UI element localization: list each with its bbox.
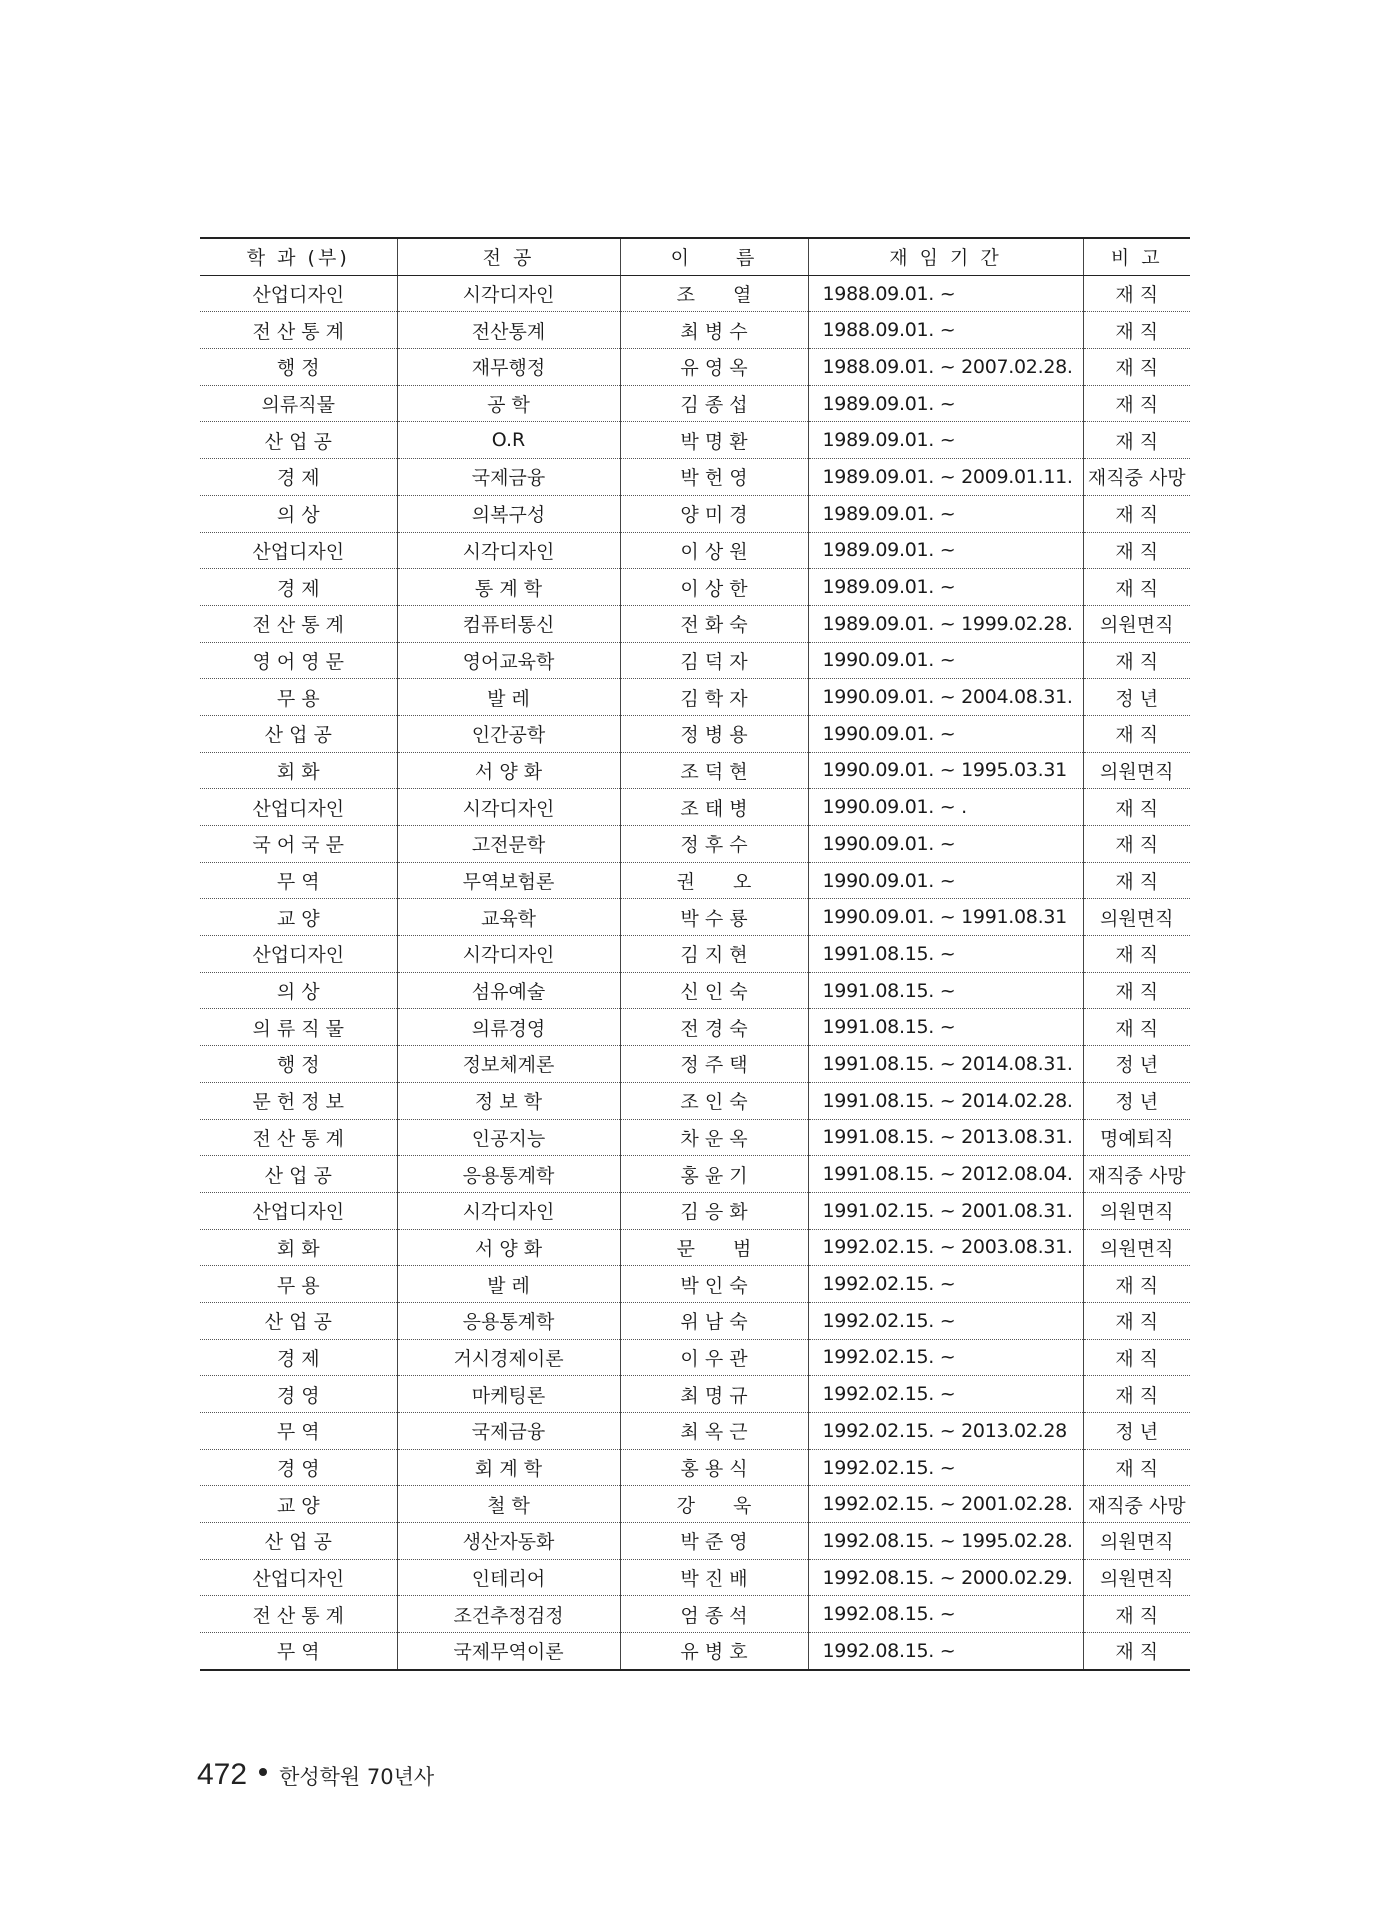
cell-major: 재무행정	[397, 349, 620, 386]
cell-department: 경 제	[200, 1339, 397, 1376]
cell-department: 무 역	[200, 1413, 397, 1450]
cell-note: 재 직	[1083, 972, 1190, 1009]
cell-major: 서 양 화	[397, 1229, 620, 1266]
cell-term: 1992.02.15. ~ 2003.08.31.	[808, 1229, 1083, 1266]
cell-major: 정 보 학	[397, 1082, 620, 1119]
cell-term: 1989.09.01. ~	[808, 569, 1083, 606]
cell-major: 정보체계론	[397, 1046, 620, 1083]
cell-term: 1992.02.15. ~	[808, 1376, 1083, 1413]
table-row	[200, 1413, 1190, 1450]
cell-note: 재 직	[1083, 1633, 1190, 1670]
cell-major: 통 계 학	[397, 569, 620, 606]
cell-major: 응용통계학	[397, 1302, 620, 1339]
table-row	[200, 1596, 1190, 1633]
cell-name: 조 태 병	[620, 789, 808, 826]
cell-note: 재 직	[1083, 826, 1190, 863]
cell-term: 1990.09.01. ~	[808, 715, 1083, 752]
header-name: 이 름	[620, 238, 808, 275]
book-title: 한성학원 70년사	[279, 1765, 435, 1789]
cell-name: 박 헌 영	[620, 459, 808, 496]
table-row	[200, 422, 1190, 459]
cell-department: 경 영	[200, 1449, 397, 1486]
table-row	[200, 495, 1190, 532]
cell-term: 1991.08.15. ~	[808, 936, 1083, 973]
cell-department: 산업디자인	[200, 1192, 397, 1229]
table-row	[200, 1266, 1190, 1303]
cell-major: 시각디자인	[397, 1192, 620, 1229]
cell-name: 양 미 경	[620, 495, 808, 532]
table-row	[200, 1523, 1190, 1560]
table-row	[200, 862, 1190, 899]
cell-note: 재 직	[1083, 1376, 1190, 1413]
cell-note: 의원면직	[1083, 752, 1190, 789]
cell-note: 재 직	[1083, 789, 1190, 826]
cell-note: 의원면직	[1083, 605, 1190, 642]
cell-note: 재 직	[1083, 1339, 1190, 1376]
cell-major: 의류경영	[397, 1009, 620, 1046]
table-header	[200, 238, 1190, 275]
cell-department: 전 산 통 계	[200, 1596, 397, 1633]
cell-name: 차 운 옥	[620, 1119, 808, 1156]
table-row	[200, 1156, 1190, 1193]
cell-major: 인간공학	[397, 715, 620, 752]
cell-department: 회 화	[200, 752, 397, 789]
cell-major: 시각디자인	[397, 789, 620, 826]
header-term: 재 임 기 간	[808, 238, 1083, 275]
cell-note: 재 직	[1083, 715, 1190, 752]
cell-major: 교육학	[397, 899, 620, 936]
cell-note: 명예퇴직	[1083, 1119, 1190, 1156]
table-row	[200, 569, 1190, 606]
cell-name: 유 병 호	[620, 1633, 808, 1670]
table-body	[200, 275, 1190, 1670]
table-row	[200, 1339, 1190, 1376]
cell-term: 1992.08.15. ~	[808, 1596, 1083, 1633]
cell-note: 의원면직	[1083, 1229, 1190, 1266]
table-row	[200, 936, 1190, 973]
bullet-icon	[259, 1768, 267, 1776]
table-row	[200, 789, 1190, 826]
cell-major: 발 레	[397, 679, 620, 716]
cell-name: 홍 용 식	[620, 1449, 808, 1486]
table-row	[200, 1082, 1190, 1119]
header-note: 비 고	[1083, 238, 1190, 275]
cell-name: 조 인 숙	[620, 1082, 808, 1119]
cell-term: 1990.09.01. ~ .	[808, 789, 1083, 826]
table-row	[200, 275, 1190, 312]
cell-note: 재직중 사망	[1083, 459, 1190, 496]
table-row	[200, 752, 1190, 789]
cell-department: 행 정	[200, 1046, 397, 1083]
page-number: 472	[197, 1758, 248, 1791]
table-row	[200, 1486, 1190, 1523]
cell-name: 정 병 용	[620, 715, 808, 752]
cell-term: 1990.09.01. ~	[808, 826, 1083, 863]
cell-major: 시각디자인	[397, 936, 620, 973]
cell-term: 1992.08.15. ~ 1995.02.28.	[808, 1523, 1083, 1560]
cell-name: 전 경 숙	[620, 1009, 808, 1046]
cell-name: 김 지 현	[620, 936, 808, 973]
cell-name: 김 덕 자	[620, 642, 808, 679]
table-row	[200, 642, 1190, 679]
cell-department: 경 제	[200, 569, 397, 606]
cell-name: 권 오	[620, 862, 808, 899]
cell-department: 산 업 공	[200, 1302, 397, 1339]
table-row	[200, 1229, 1190, 1266]
cell-department: 산업디자인	[200, 789, 397, 826]
table-row	[200, 1192, 1190, 1229]
cell-note: 의원면직	[1083, 1192, 1190, 1229]
cell-name: 조 열	[620, 275, 808, 312]
cell-note: 정 년	[1083, 1046, 1190, 1083]
cell-name: 신 인 숙	[620, 972, 808, 1009]
cell-term: 1992.02.15. ~ 2013.02.28	[808, 1413, 1083, 1450]
cell-term: 1992.02.15. ~	[808, 1266, 1083, 1303]
header-row	[200, 238, 1190, 275]
cell-name: 김 응 화	[620, 1192, 808, 1229]
cell-department: 산업디자인	[200, 936, 397, 973]
cell-department: 국 어 국 문	[200, 826, 397, 863]
cell-note: 재 직	[1083, 532, 1190, 569]
cell-major: 인테리어	[397, 1559, 620, 1596]
cell-name: 박 준 영	[620, 1523, 808, 1560]
cell-term: 1990.09.01. ~	[808, 642, 1083, 679]
cell-note: 재 직	[1083, 936, 1190, 973]
cell-major: 마케팅론	[397, 1376, 620, 1413]
table-row	[200, 972, 1190, 1009]
cell-note: 정 년	[1083, 679, 1190, 716]
cell-note: 재 직	[1083, 1596, 1190, 1633]
faculty-table	[200, 237, 1190, 1671]
cell-term: 1992.02.15. ~	[808, 1339, 1083, 1376]
cell-term: 1991.02.15. ~ 2001.08.31.	[808, 1192, 1083, 1229]
cell-term: 1991.08.15. ~ 2013.08.31.	[808, 1119, 1083, 1156]
header-department: 학 과 (부)	[200, 238, 397, 275]
cell-major: 회 계 학	[397, 1449, 620, 1486]
cell-department: 의 류 직 물	[200, 1009, 397, 1046]
cell-term: 1989.09.01. ~	[808, 385, 1083, 422]
cell-note: 재 직	[1083, 569, 1190, 606]
cell-note: 재직중 사망	[1083, 1156, 1190, 1193]
cell-name: 유 영 옥	[620, 349, 808, 386]
cell-department: 경 제	[200, 459, 397, 496]
cell-department: 산업디자인	[200, 532, 397, 569]
cell-major: 고전문학	[397, 826, 620, 863]
table-row	[200, 826, 1190, 863]
cell-major: O.R	[397, 422, 620, 459]
table-row	[200, 1009, 1190, 1046]
cell-department: 무 용	[200, 679, 397, 716]
cell-major: 조건추정검정	[397, 1596, 620, 1633]
cell-name: 강 욱	[620, 1486, 808, 1523]
cell-major: 컴퓨터통신	[397, 605, 620, 642]
cell-major: 국제무역이론	[397, 1633, 620, 1670]
table-row	[200, 679, 1190, 716]
cell-name: 최 옥 근	[620, 1413, 808, 1450]
cell-name: 조 덕 현	[620, 752, 808, 789]
cell-note: 재 직	[1083, 642, 1190, 679]
cell-term: 1991.08.15. ~ 2014.02.28.	[808, 1082, 1083, 1119]
cell-term: 1989.09.01. ~	[808, 422, 1083, 459]
cell-term: 1992.02.15. ~	[808, 1302, 1083, 1339]
cell-term: 1989.09.01. ~ 1999.02.28.	[808, 605, 1083, 642]
header-major: 전 공	[397, 238, 620, 275]
cell-department: 산 업 공	[200, 1523, 397, 1560]
cell-term: 1992.02.15. ~ 2001.02.28.	[808, 1486, 1083, 1523]
cell-term: 1988.09.01. ~ 2007.02.28.	[808, 349, 1083, 386]
cell-name: 최 병 수	[620, 312, 808, 349]
cell-name: 이 상 원	[620, 532, 808, 569]
cell-name: 전 화 숙	[620, 605, 808, 642]
table-row	[200, 459, 1190, 496]
table-row	[200, 1559, 1190, 1596]
cell-major: 응용통계학	[397, 1156, 620, 1193]
cell-department: 문 헌 정 보	[200, 1082, 397, 1119]
cell-department: 교 양	[200, 899, 397, 936]
cell-term: 1988.09.01. ~	[808, 275, 1083, 312]
page-footer	[197, 1758, 434, 1792]
cell-major: 국제금융	[397, 1413, 620, 1450]
cell-name: 엄 종 석	[620, 1596, 808, 1633]
cell-major: 국제금융	[397, 459, 620, 496]
cell-note: 재 직	[1083, 1266, 1190, 1303]
cell-department: 산업디자인	[200, 275, 397, 312]
cell-term: 1991.08.15. ~	[808, 1009, 1083, 1046]
cell-note: 재 직	[1083, 862, 1190, 899]
cell-department: 의 상	[200, 972, 397, 1009]
table-row	[200, 1046, 1190, 1083]
cell-note: 재 직	[1083, 275, 1190, 312]
cell-term: 1989.09.01. ~	[808, 495, 1083, 532]
cell-note: 의원면직	[1083, 1523, 1190, 1560]
cell-name: 홍 윤 기	[620, 1156, 808, 1193]
cell-major: 의복구성	[397, 495, 620, 532]
table-row	[200, 532, 1190, 569]
cell-term: 1988.09.01. ~	[808, 312, 1083, 349]
cell-note: 정 년	[1083, 1082, 1190, 1119]
cell-note: 정 년	[1083, 1413, 1190, 1450]
table-row	[200, 312, 1190, 349]
cell-term: 1989.09.01. ~	[808, 532, 1083, 569]
cell-name: 김 학 자	[620, 679, 808, 716]
cell-major: 거시경제이론	[397, 1339, 620, 1376]
cell-department: 영 어 영 문	[200, 642, 397, 679]
cell-name: 박 명 환	[620, 422, 808, 459]
cell-term: 1990.09.01. ~ 1995.03.31	[808, 752, 1083, 789]
cell-name: 최 명 규	[620, 1376, 808, 1413]
cell-note: 재 직	[1083, 495, 1190, 532]
cell-note: 재 직	[1083, 1449, 1190, 1486]
table-row	[200, 385, 1190, 422]
table-row	[200, 349, 1190, 386]
cell-major: 무역보험론	[397, 862, 620, 899]
cell-department: 전 산 통 계	[200, 1119, 397, 1156]
cell-department: 의 상	[200, 495, 397, 532]
cell-major: 철 학	[397, 1486, 620, 1523]
cell-major: 서 양 화	[397, 752, 620, 789]
cell-name: 위 남 숙	[620, 1302, 808, 1339]
cell-term: 1992.02.15. ~	[808, 1449, 1083, 1486]
table-row	[200, 899, 1190, 936]
cell-term: 1990.09.01. ~ 1991.08.31	[808, 899, 1083, 936]
cell-department: 산 업 공	[200, 422, 397, 459]
table-row	[200, 1633, 1190, 1670]
cell-department: 산 업 공	[200, 1156, 397, 1193]
cell-note: 재 직	[1083, 1302, 1190, 1339]
table-row	[200, 715, 1190, 752]
cell-term: 1991.08.15. ~ 2014.08.31.	[808, 1046, 1083, 1083]
cell-term: 1992.08.15. ~	[808, 1633, 1083, 1670]
cell-name: 정 후 수	[620, 826, 808, 863]
cell-major: 시각디자인	[397, 275, 620, 312]
cell-term: 1990.09.01. ~	[808, 862, 1083, 899]
cell-note: 재 직	[1083, 1009, 1190, 1046]
table-row	[200, 605, 1190, 642]
cell-name: 박 수 룡	[620, 899, 808, 936]
cell-name: 이 상 한	[620, 569, 808, 606]
cell-department: 전 산 통 계	[200, 605, 397, 642]
cell-name: 박 인 숙	[620, 1266, 808, 1303]
cell-department: 경 영	[200, 1376, 397, 1413]
cell-name: 박 진 배	[620, 1559, 808, 1596]
cell-department: 무 용	[200, 1266, 397, 1303]
cell-major: 발 레	[397, 1266, 620, 1303]
cell-note: 의원면직	[1083, 1559, 1190, 1596]
table-row	[200, 1376, 1190, 1413]
cell-major: 시각디자인	[397, 532, 620, 569]
cell-term: 1992.08.15. ~ 2000.02.29.	[808, 1559, 1083, 1596]
cell-department: 전 산 통 계	[200, 312, 397, 349]
cell-note: 재직중 사망	[1083, 1486, 1190, 1523]
cell-department: 산업디자인	[200, 1559, 397, 1596]
cell-note: 재 직	[1083, 312, 1190, 349]
cell-term: 1990.09.01. ~ 2004.08.31.	[808, 679, 1083, 716]
cell-name: 이 우 관	[620, 1339, 808, 1376]
cell-term: 1989.09.01. ~ 2009.01.11.	[808, 459, 1083, 496]
cell-note: 의원면직	[1083, 899, 1190, 936]
cell-department: 행 정	[200, 349, 397, 386]
cell-department: 의류직물	[200, 385, 397, 422]
cell-name: 문 범	[620, 1229, 808, 1266]
cell-department: 무 역	[200, 1633, 397, 1670]
table-row	[200, 1302, 1190, 1339]
table-row	[200, 1449, 1190, 1486]
cell-note: 재 직	[1083, 422, 1190, 459]
cell-term: 1991.08.15. ~	[808, 972, 1083, 1009]
cell-note: 재 직	[1083, 385, 1190, 422]
cell-name: 정 주 택	[620, 1046, 808, 1083]
cell-note: 재 직	[1083, 349, 1190, 386]
cell-department: 산 업 공	[200, 715, 397, 752]
cell-department: 무 역	[200, 862, 397, 899]
cell-department: 회 화	[200, 1229, 397, 1266]
cell-major: 인공지능	[397, 1119, 620, 1156]
cell-major: 섬유예술	[397, 972, 620, 1009]
cell-department: 교 양	[200, 1486, 397, 1523]
table-row	[200, 1119, 1190, 1156]
cell-name: 김 종 섭	[620, 385, 808, 422]
cell-major: 전산통계	[397, 312, 620, 349]
cell-major: 생산자동화	[397, 1523, 620, 1560]
cell-major: 공 학	[397, 385, 620, 422]
cell-major: 영어교육학	[397, 642, 620, 679]
cell-term: 1991.08.15. ~ 2012.08.04.	[808, 1156, 1083, 1193]
